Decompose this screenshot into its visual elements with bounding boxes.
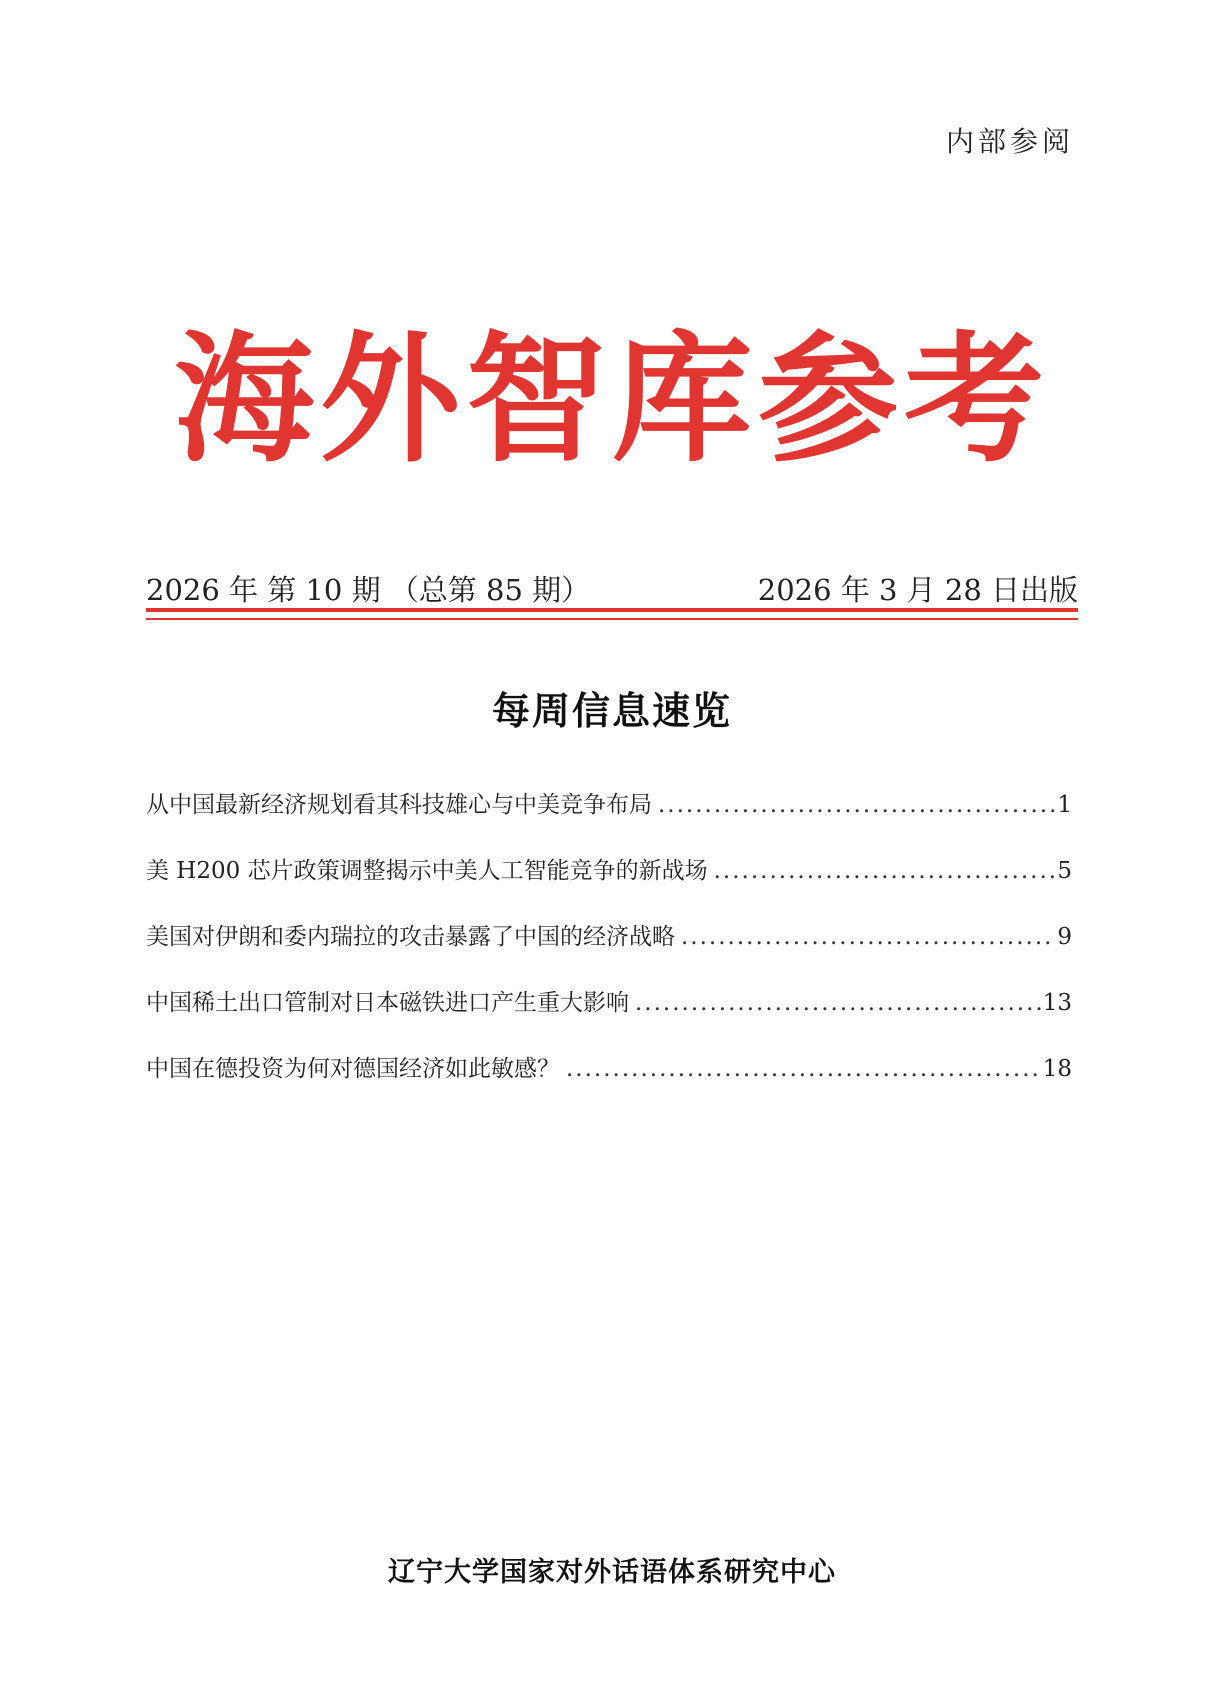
issue-number: 2026 年 第 10 期 （总第 85 期） <box>146 573 591 607</box>
toc-entry[interactable] <box>146 852 1072 918</box>
toc-leader-dots <box>635 990 1041 1016</box>
toc-leader-dots <box>658 792 1055 818</box>
toc-entry-page: 5 <box>1057 858 1072 884</box>
toc-entry-title: 美国对伊朗和委内瑞拉的攻击暴露了中国的经济战略 <box>146 924 675 950</box>
table-of-contents <box>146 786 1072 1116</box>
header-rule-thin <box>146 618 1078 620</box>
toc-entry-title: 中国稀土出口管制对日本磁铁进口产生重大影响 <box>146 990 629 1016</box>
toc-leader-dots <box>714 858 1056 884</box>
toc-entry[interactable] <box>146 984 1072 1050</box>
toc-entry[interactable] <box>146 918 1072 984</box>
masthead-title: 海外智库参考 <box>173 318 1050 482</box>
toc-entry-page: 13 <box>1042 990 1072 1016</box>
toc-entry-title: 中国在德投资为何对德国经济如此敏感？ <box>146 1056 560 1082</box>
toc-entry-title: 美 H200 芯片政策调整揭示中美人工智能竞争的新战场 <box>146 858 708 884</box>
publication-date: 2026 年 3 月 28 日出版 <box>757 573 1078 607</box>
toc-leader-dots <box>566 1056 1041 1082</box>
toc-entry-page: 18 <box>1042 1056 1072 1082</box>
section-title: 每周信息速览 <box>491 689 732 733</box>
issue-info <box>146 568 1078 608</box>
classification-label: 内部参阅 <box>945 125 1074 158</box>
header-rule-thick <box>146 608 1078 612</box>
toc-entry-page: 1 <box>1057 792 1072 818</box>
toc-entry-page: 9 <box>1057 924 1072 950</box>
toc-entry[interactable] <box>146 786 1072 852</box>
publisher-name: 辽宁大学国家对外话语体系研究中心 <box>388 1557 836 1588</box>
toc-entry-title: 从中国最新经济规划看其科技雄心与中美竞争布局 <box>146 792 652 818</box>
toc-leader-dots <box>681 924 1055 950</box>
toc-entry[interactable] <box>146 1050 1072 1116</box>
